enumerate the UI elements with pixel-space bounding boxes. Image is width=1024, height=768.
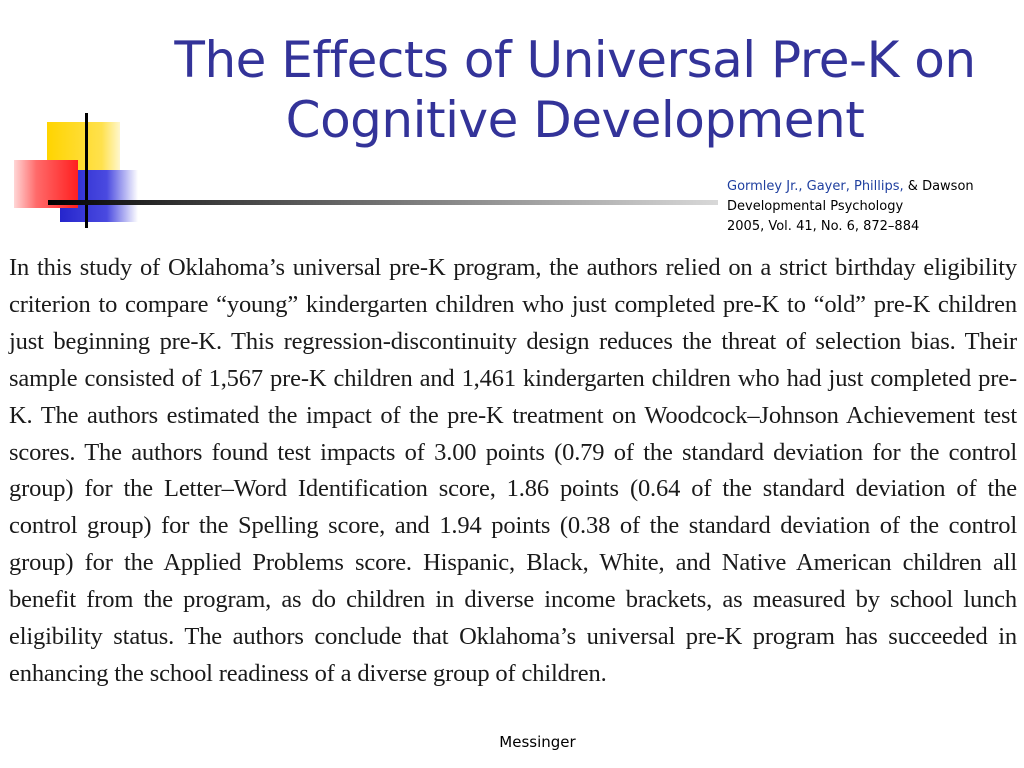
- vertical-line: [85, 113, 88, 228]
- horizontal-rule: [48, 200, 718, 205]
- yellow-square: [47, 122, 120, 192]
- slide-title: The Effects of Universal Pre-K on Cognitive Development: [174, 31, 976, 149]
- blue-square: [60, 170, 138, 222]
- citation-author-text: & Dawson: [903, 179, 974, 194]
- citation-author-link[interactable]: Gayer, Phillips,: [806, 179, 904, 194]
- abstract-text: In this study of Oklahoma’s universal pre-K program, the authors relied on a strict birthday eligibility criterion to compare “young” kindergarten children who just completed pre-K to “old” pre-K children just beginning pre-K. This regression-discontinuity design reduces the threat of selection bias. Their sample consisted of 1,567 pre-K children and 1,461 kindergarten children who had just completed pre-K. The authors estimated the impact of the pre-K treatment on Woodcock–Johnson Achievement test scores. The authors found test impacts of 3.00 points (0.79 of the standard deviation for the control group) for the Letter–Word Identification score, 1.86 points (0.64 of the standard deviation of the control group) for the Spelling score, and 1.94 points (0.38 of the standard deviation of the control group) for the Applied Problems score. Hispanic, Black, White, and Native American children all benefit from the program, as do children in diverse income brackets, as measured by school lunch eligibility status. The authors conclude that Oklahoma’s universal pre-K program has succeeded in enhancing the school readiness of a diverse group of children.: [9, 254, 1017, 687]
- footer-text: Messinger: [499, 733, 576, 751]
- citation-authors: [727, 177, 1022, 197]
- citation-block: [727, 177, 1022, 237]
- citation-journal: Developmental Psychology: [727, 199, 904, 214]
- red-square: [14, 160, 78, 208]
- citation-author-link[interactable]: Gormley Jr.: [727, 179, 799, 194]
- citation-volume: 2005, Vol. 41, No. 6, 872–884: [727, 219, 920, 234]
- citation-separator: ,: [798, 179, 807, 194]
